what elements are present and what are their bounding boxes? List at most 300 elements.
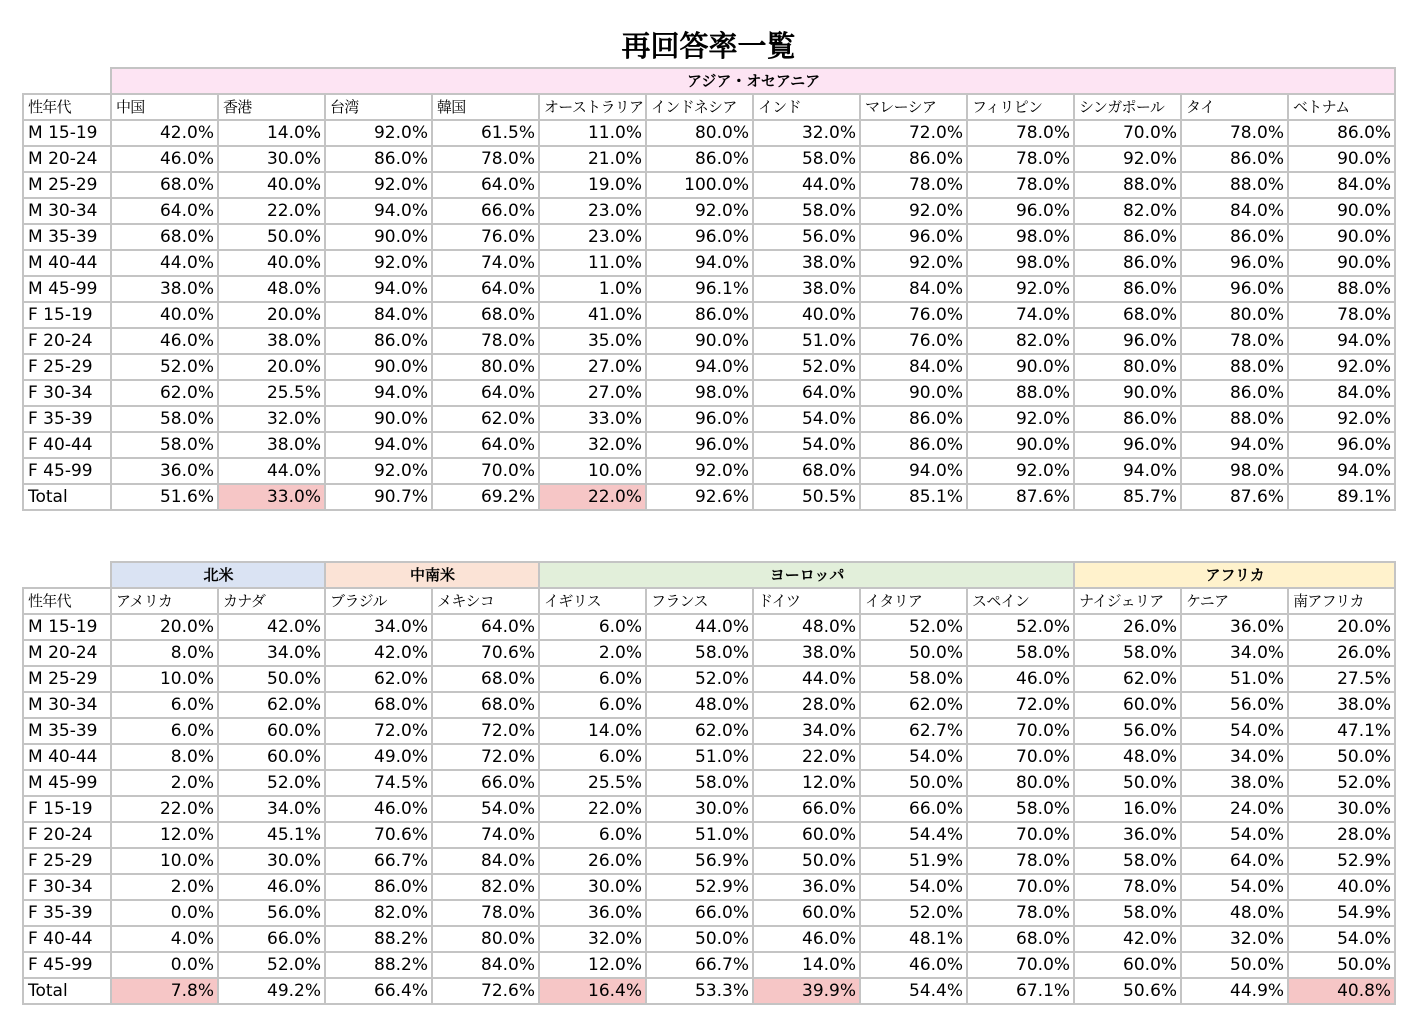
value-cell: 32.0% (753, 120, 860, 146)
column-header: オーストラリア (539, 94, 646, 120)
table-row (23, 224, 1395, 250)
column-header: 韓国 (432, 94, 539, 120)
value-cell: 8.0% (111, 640, 218, 666)
value-cell: 60.0% (218, 718, 325, 744)
value-cell: 64.0% (432, 432, 539, 458)
value-cell: 60.0% (218, 744, 325, 770)
value-cell: 38.0% (1288, 692, 1395, 718)
value-cell: 12.0% (539, 952, 646, 978)
value-cell: 98.0% (967, 224, 1074, 250)
value-cell: 68.0% (753, 458, 860, 484)
table-row (23, 302, 1395, 328)
value-cell: 58.0% (1074, 900, 1181, 926)
value-cell: 82.0% (1074, 198, 1181, 224)
value-cell: 70.0% (967, 822, 1074, 848)
value-cell: 54.0% (753, 406, 860, 432)
table-row (23, 406, 1395, 432)
value-cell: 30.0% (646, 796, 753, 822)
value-cell: 64.0% (432, 380, 539, 406)
value-cell: 52.0% (967, 614, 1074, 640)
row-label: F 45-99 (23, 458, 111, 484)
table-row (23, 692, 1395, 718)
value-cell: 42.0% (111, 120, 218, 146)
value-cell: 12.0% (111, 822, 218, 848)
value-cell: 78.0% (967, 172, 1074, 198)
value-cell: 80.0% (432, 354, 539, 380)
value-cell: 96.0% (646, 432, 753, 458)
value-cell: 94.0% (325, 276, 432, 302)
value-cell: 60.0% (753, 900, 860, 926)
table-row (23, 276, 1395, 302)
value-cell: 36.0% (1181, 614, 1288, 640)
value-cell: 76.0% (860, 328, 967, 354)
value-cell: 50.5% (753, 484, 860, 510)
row-label: F 20-24 (23, 822, 111, 848)
value-cell: 49.2% (218, 978, 325, 1004)
value-cell: 84.0% (1288, 172, 1395, 198)
value-cell: 34.0% (218, 640, 325, 666)
column-header: イギリス (539, 588, 646, 614)
value-cell: 74.5% (325, 770, 432, 796)
value-cell: 68.0% (432, 692, 539, 718)
highlighted-value-cell: 33.0% (218, 484, 325, 510)
value-cell: 64.0% (1181, 848, 1288, 874)
row-label: F 40-44 (23, 926, 111, 952)
value-cell: 52.0% (218, 770, 325, 796)
value-cell: 60.0% (753, 822, 860, 848)
row-label: F 40-44 (23, 432, 111, 458)
value-cell: 82.0% (967, 328, 1074, 354)
value-cell: 64.0% (111, 198, 218, 224)
value-cell: 14.0% (753, 952, 860, 978)
value-cell: 10.0% (539, 458, 646, 484)
value-cell: 22.0% (753, 744, 860, 770)
value-cell: 52.0% (111, 354, 218, 380)
value-cell: 78.0% (432, 900, 539, 926)
value-cell: 84.0% (432, 952, 539, 978)
value-cell: 34.0% (1181, 640, 1288, 666)
column-header: メキシコ (432, 588, 539, 614)
highlighted-value-cell: 16.4% (539, 978, 646, 1004)
value-cell: 47.1% (1288, 718, 1395, 744)
value-cell: 50.6% (1074, 978, 1181, 1004)
value-cell: 22.0% (539, 796, 646, 822)
value-cell: 40.0% (218, 250, 325, 276)
value-cell: 50.0% (753, 848, 860, 874)
value-cell: 86.0% (325, 328, 432, 354)
table-row (23, 354, 1395, 380)
value-cell: 6.0% (539, 666, 646, 692)
value-cell: 50.0% (1181, 952, 1288, 978)
table-row (23, 770, 1395, 796)
value-cell: 26.0% (539, 848, 646, 874)
value-cell: 44.9% (1181, 978, 1288, 1004)
value-cell: 86.0% (646, 146, 753, 172)
value-cell: 34.0% (218, 796, 325, 822)
value-cell: 36.0% (753, 874, 860, 900)
value-cell: 72.6% (432, 978, 539, 1004)
value-cell: 64.0% (432, 172, 539, 198)
value-cell: 0.0% (111, 900, 218, 926)
value-cell: 88.0% (967, 380, 1074, 406)
table-row (23, 432, 1395, 458)
value-cell: 14.0% (539, 718, 646, 744)
value-cell: 50.0% (646, 926, 753, 952)
value-cell: 68.0% (967, 926, 1074, 952)
value-cell: 66.0% (753, 796, 860, 822)
value-cell: 25.5% (218, 380, 325, 406)
value-cell: 100.0% (646, 172, 753, 198)
value-cell: 53.3% (646, 978, 753, 1004)
value-cell: 60.0% (1074, 692, 1181, 718)
value-cell: 30.0% (1288, 796, 1395, 822)
value-cell: 68.0% (432, 302, 539, 328)
value-cell: 58.0% (1074, 640, 1181, 666)
value-cell: 74.0% (432, 822, 539, 848)
value-cell: 85.7% (1074, 484, 1181, 510)
value-cell: 38.0% (111, 276, 218, 302)
value-cell: 28.0% (1288, 822, 1395, 848)
table-row (23, 900, 1395, 926)
value-cell: 96.0% (967, 198, 1074, 224)
value-cell: 58.0% (111, 406, 218, 432)
value-cell: 94.0% (325, 198, 432, 224)
value-cell: 89.1% (1288, 484, 1395, 510)
value-cell: 50.0% (1288, 744, 1395, 770)
value-cell: 92.0% (646, 458, 753, 484)
value-cell: 56.0% (218, 900, 325, 926)
value-cell: 78.0% (967, 120, 1074, 146)
value-cell: 64.0% (432, 276, 539, 302)
value-cell: 92.0% (860, 250, 967, 276)
table-row (23, 146, 1395, 172)
value-cell: 90.0% (1288, 198, 1395, 224)
value-cell: 92.0% (967, 406, 1074, 432)
value-cell: 80.0% (1181, 302, 1288, 328)
value-cell: 90.0% (325, 224, 432, 250)
value-cell: 44.0% (753, 172, 860, 198)
value-cell: 46.0% (753, 926, 860, 952)
value-cell: 54.0% (1181, 874, 1288, 900)
row-label: M 35-39 (23, 718, 111, 744)
value-cell: 70.0% (432, 458, 539, 484)
table-row (23, 380, 1395, 406)
value-cell: 88.2% (325, 926, 432, 952)
value-cell: 58.0% (753, 146, 860, 172)
value-cell: 84.0% (432, 848, 539, 874)
value-cell: 48.1% (860, 926, 967, 952)
corner-blank-cell (23, 562, 111, 588)
page-title: 再回答率一覧 (621, 29, 796, 63)
value-cell: 50.0% (218, 666, 325, 692)
value-cell: 34.0% (753, 718, 860, 744)
value-cell: 90.0% (967, 354, 1074, 380)
value-cell: 62.0% (432, 406, 539, 432)
table-row (23, 484, 1395, 510)
value-cell: 50.0% (1288, 952, 1395, 978)
row-header-label: 性年代 (23, 94, 111, 120)
value-cell: 44.0% (753, 666, 860, 692)
value-cell: 66.0% (860, 796, 967, 822)
value-cell: 44.0% (646, 614, 753, 640)
value-cell: 70.0% (967, 952, 1074, 978)
value-cell: 66.0% (218, 926, 325, 952)
value-cell: 54.0% (432, 796, 539, 822)
value-cell: 46.0% (967, 666, 1074, 692)
value-cell: 50.0% (218, 224, 325, 250)
value-cell: 72.0% (860, 120, 967, 146)
value-cell: 38.0% (218, 328, 325, 354)
row-label: M 45-99 (23, 276, 111, 302)
value-cell: 10.0% (111, 848, 218, 874)
value-cell: 40.0% (753, 302, 860, 328)
value-cell: 86.0% (1181, 224, 1288, 250)
value-cell: 50.0% (860, 770, 967, 796)
value-cell: 84.0% (860, 354, 967, 380)
column-header: ケニア (1181, 588, 1288, 614)
value-cell: 98.0% (646, 380, 753, 406)
row-label: M 30-34 (23, 692, 111, 718)
table-row (23, 978, 1395, 1004)
value-cell: 66.7% (646, 952, 753, 978)
value-cell: 56.0% (1074, 718, 1181, 744)
value-cell: 68.0% (1074, 302, 1181, 328)
column-header: フランス (646, 588, 753, 614)
value-cell: 32.0% (1181, 926, 1288, 952)
table-row (23, 328, 1395, 354)
column-header: 南アフリカ (1288, 588, 1395, 614)
value-cell: 66.0% (646, 900, 753, 926)
value-cell: 78.0% (1074, 874, 1181, 900)
value-cell: 52.0% (646, 666, 753, 692)
value-cell: 88.0% (1181, 406, 1288, 432)
value-cell: 70.0% (1074, 120, 1181, 146)
column-header: フィリピン (967, 94, 1074, 120)
table-row (23, 614, 1395, 640)
value-cell: 92.0% (860, 198, 967, 224)
value-cell: 90.0% (1288, 224, 1395, 250)
value-cell: 92.6% (646, 484, 753, 510)
value-cell: 98.0% (1181, 458, 1288, 484)
value-cell: 86.0% (1074, 250, 1181, 276)
value-cell: 51.6% (111, 484, 218, 510)
value-cell: 6.0% (539, 614, 646, 640)
value-cell: 96.1% (646, 276, 753, 302)
value-cell: 94.0% (325, 380, 432, 406)
americas-europe-africa-table (22, 561, 1396, 1005)
value-cell: 44.0% (111, 250, 218, 276)
value-cell: 62.0% (860, 692, 967, 718)
row-label: M 15-19 (23, 614, 111, 640)
value-cell: 87.6% (967, 484, 1074, 510)
value-cell: 58.0% (646, 640, 753, 666)
value-cell: 46.0% (111, 146, 218, 172)
value-cell: 92.0% (325, 120, 432, 146)
region-header: アフリカ (1074, 562, 1395, 588)
value-cell: 80.0% (646, 120, 753, 146)
value-cell: 54.4% (860, 978, 967, 1004)
value-cell: 40.0% (111, 302, 218, 328)
value-cell: 52.0% (860, 614, 967, 640)
row-label: F 35-39 (23, 406, 111, 432)
value-cell: 51.0% (646, 744, 753, 770)
value-cell: 94.0% (646, 354, 753, 380)
value-cell: 32.0% (539, 432, 646, 458)
highlighted-value-cell: 22.0% (539, 484, 646, 510)
row-label: F 25-29 (23, 354, 111, 380)
value-cell: 72.0% (967, 692, 1074, 718)
value-cell: 58.0% (646, 770, 753, 796)
value-cell: 60.0% (1074, 952, 1181, 978)
region-header: ヨーロッパ (539, 562, 1074, 588)
row-label: M 40-44 (23, 250, 111, 276)
value-cell: 54.0% (1288, 926, 1395, 952)
row-header-label: 性年代 (23, 588, 111, 614)
value-cell: 51.9% (860, 848, 967, 874)
value-cell: 33.0% (539, 406, 646, 432)
value-cell: 92.0% (325, 458, 432, 484)
value-cell: 86.0% (1074, 276, 1181, 302)
value-cell: 62.0% (1074, 666, 1181, 692)
value-cell: 90.0% (1288, 146, 1395, 172)
value-cell: 4.0% (111, 926, 218, 952)
row-label: Total (23, 978, 111, 1004)
value-cell: 38.0% (1181, 770, 1288, 796)
value-cell: 96.0% (860, 224, 967, 250)
value-cell: 72.0% (432, 744, 539, 770)
value-cell: 54.0% (860, 874, 967, 900)
value-cell: 50.0% (1074, 770, 1181, 796)
value-cell: 11.0% (539, 120, 646, 146)
value-cell: 52.9% (1288, 848, 1395, 874)
value-cell: 90.0% (646, 328, 753, 354)
value-cell: 94.0% (1288, 458, 1395, 484)
value-cell: 6.0% (539, 822, 646, 848)
value-cell: 66.0% (432, 198, 539, 224)
value-cell: 51.0% (1181, 666, 1288, 692)
value-cell: 1.0% (539, 276, 646, 302)
table-row (23, 458, 1395, 484)
value-cell: 28.0% (753, 692, 860, 718)
value-cell: 56.9% (646, 848, 753, 874)
value-cell: 58.0% (111, 432, 218, 458)
value-cell: 84.0% (1288, 380, 1395, 406)
value-cell: 22.0% (111, 796, 218, 822)
column-header: カナダ (218, 588, 325, 614)
table-row (23, 926, 1395, 952)
value-cell: 70.0% (967, 874, 1074, 900)
value-cell: 20.0% (218, 354, 325, 380)
value-cell: 78.0% (1181, 120, 1288, 146)
row-label: M 25-29 (23, 666, 111, 692)
value-cell: 34.0% (1181, 744, 1288, 770)
value-cell: 27.0% (539, 354, 646, 380)
value-cell: 2.0% (111, 874, 218, 900)
value-cell: 54.0% (753, 432, 860, 458)
value-cell: 85.1% (860, 484, 967, 510)
value-cell: 80.0% (1074, 354, 1181, 380)
value-cell: 64.0% (432, 614, 539, 640)
value-cell: 86.0% (1074, 406, 1181, 432)
value-cell: 64.0% (753, 380, 860, 406)
value-cell: 10.0% (111, 666, 218, 692)
table-row (23, 796, 1395, 822)
row-label: M 15-19 (23, 120, 111, 146)
value-cell: 41.0% (539, 302, 646, 328)
value-cell: 84.0% (325, 302, 432, 328)
value-cell: 20.0% (218, 302, 325, 328)
row-label: M 40-44 (23, 744, 111, 770)
value-cell: 20.0% (111, 614, 218, 640)
value-cell: 61.5% (432, 120, 539, 146)
value-cell: 52.0% (218, 952, 325, 978)
value-cell: 74.0% (967, 302, 1074, 328)
value-cell: 92.0% (967, 276, 1074, 302)
value-cell: 36.0% (111, 458, 218, 484)
row-label: F 30-34 (23, 874, 111, 900)
value-cell: 82.0% (325, 900, 432, 926)
value-cell: 94.0% (646, 250, 753, 276)
value-cell: 14.0% (218, 120, 325, 146)
value-cell: 96.0% (646, 224, 753, 250)
column-header: イタリア (860, 588, 967, 614)
value-cell: 48.0% (1181, 900, 1288, 926)
value-cell: 6.0% (539, 692, 646, 718)
column-header: アメリカ (111, 588, 218, 614)
value-cell: 54.9% (1288, 900, 1395, 926)
column-header: インドネシア (646, 94, 753, 120)
corner-blank-cell (23, 68, 111, 94)
value-cell: 90.0% (1288, 250, 1395, 276)
value-cell: 78.0% (432, 146, 539, 172)
value-cell: 68.0% (432, 666, 539, 692)
value-cell: 58.0% (1074, 848, 1181, 874)
value-cell: 38.0% (753, 250, 860, 276)
region-header: 中南米 (325, 562, 539, 588)
value-cell: 96.0% (1181, 276, 1288, 302)
value-cell: 35.0% (539, 328, 646, 354)
value-cell: 56.0% (753, 224, 860, 250)
value-cell: 80.0% (967, 770, 1074, 796)
value-cell: 23.0% (539, 198, 646, 224)
value-cell: 76.0% (432, 224, 539, 250)
table-row (23, 250, 1395, 276)
value-cell: 92.0% (325, 172, 432, 198)
value-cell: 62.0% (646, 718, 753, 744)
value-cell: 92.0% (325, 250, 432, 276)
value-cell: 51.0% (753, 328, 860, 354)
table-row (23, 848, 1395, 874)
highlighted-value-cell: 40.8% (1288, 978, 1395, 1004)
value-cell: 68.0% (111, 172, 218, 198)
value-cell: 52.9% (646, 874, 753, 900)
table-row (23, 744, 1395, 770)
value-cell: 78.0% (432, 328, 539, 354)
column-header: スペイン (967, 588, 1074, 614)
value-cell: 16.0% (1074, 796, 1181, 822)
value-cell: 86.0% (1181, 380, 1288, 406)
value-cell: 24.0% (1181, 796, 1288, 822)
value-cell: 62.0% (218, 692, 325, 718)
row-label: F 15-19 (23, 796, 111, 822)
value-cell: 48.0% (646, 692, 753, 718)
value-cell: 11.0% (539, 250, 646, 276)
value-cell: 98.0% (967, 250, 1074, 276)
value-cell: 40.0% (218, 172, 325, 198)
value-cell: 27.5% (1288, 666, 1395, 692)
value-cell: 69.2% (432, 484, 539, 510)
value-cell: 96.0% (1181, 250, 1288, 276)
